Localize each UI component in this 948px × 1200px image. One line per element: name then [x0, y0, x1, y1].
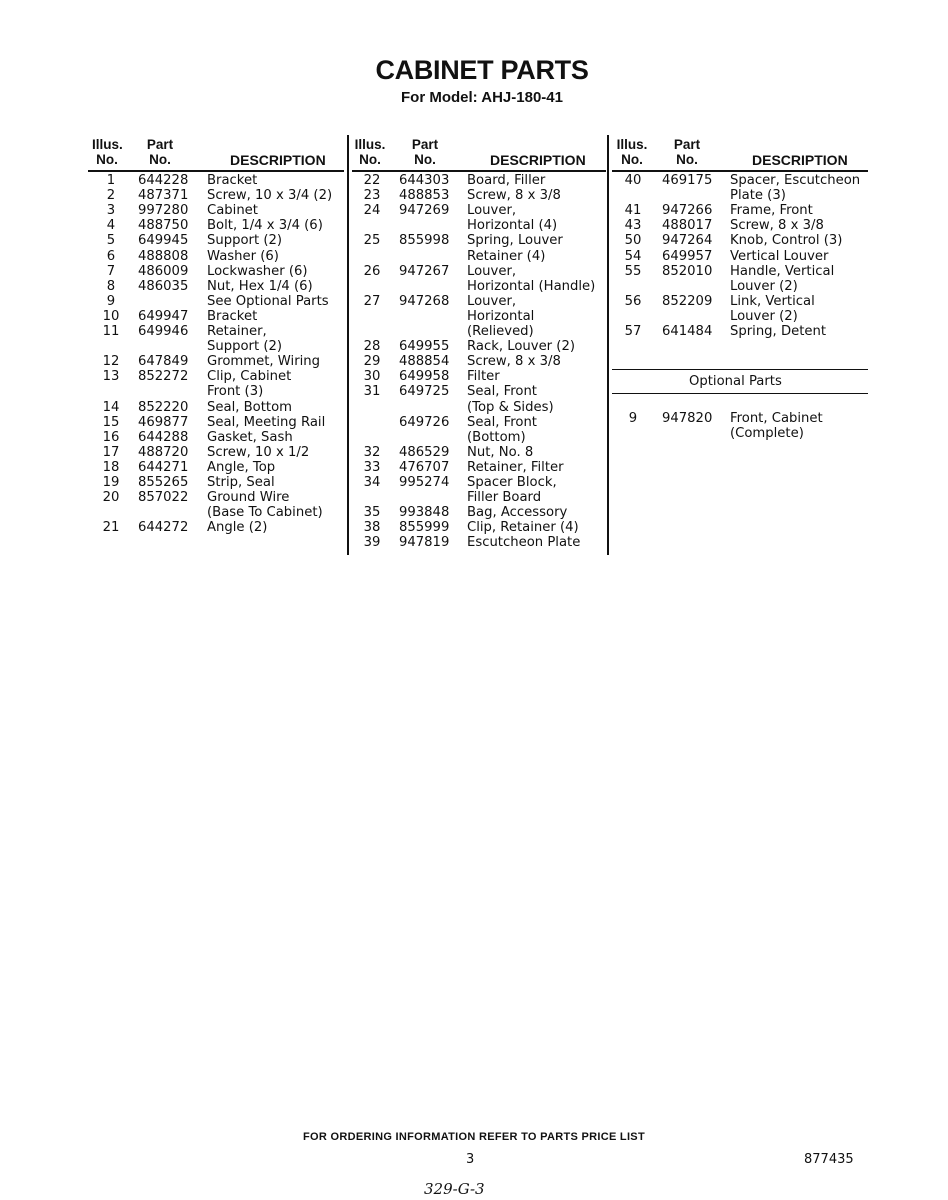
- illus-number: 18: [102, 459, 120, 475]
- part-number: 649957: [662, 248, 713, 264]
- illus-number: 29: [363, 354, 381, 370]
- illus-number: 17: [102, 444, 120, 460]
- part-number: 486529: [399, 444, 450, 460]
- part-number: 641484: [662, 324, 713, 339]
- part-number: 997280: [138, 203, 189, 219]
- part-number: 644303: [399, 173, 450, 188]
- illus-number: 10: [102, 308, 120, 324]
- part-description: Nut, No. 8: [467, 444, 534, 460]
- illus-number: 8: [106, 278, 116, 294]
- part-description: Washer (6): [207, 248, 279, 264]
- part-number: 487371: [138, 188, 189, 204]
- part-description: Screw, 10 x 1/2: [207, 444, 310, 460]
- illus-header-bottom: No.: [621, 152, 643, 167]
- part-description: Louver (2): [730, 278, 798, 294]
- description-header: DESCRIPTION: [752, 152, 848, 168]
- part-description: Bag, Accessory: [467, 505, 568, 521]
- part-description: Rack, Louver (2): [467, 339, 575, 355]
- illus-number: 33: [363, 459, 381, 475]
- part-description: Angle, Top: [207, 459, 276, 475]
- part-description: Louver,: [467, 203, 517, 219]
- part-description: Clip, Cabinet: [207, 369, 292, 385]
- part-description: (Relieved): [467, 324, 534, 339]
- part-description: Clip, Retainer (4): [467, 520, 579, 536]
- part-description: Seal, Front: [467, 384, 537, 400]
- illus-number: 7: [106, 263, 116, 279]
- part-description: Louver,: [467, 263, 517, 279]
- header-divider: [352, 170, 606, 172]
- part-description: Screw, 8 x 3/8: [467, 188, 561, 204]
- part-number: 488808: [138, 248, 189, 264]
- part-number: 855265: [138, 475, 189, 490]
- part-description: Louver (2): [730, 308, 798, 324]
- illus-number: 3: [106, 203, 116, 219]
- part-number: 488750: [138, 218, 189, 234]
- part-header-bottom: No.: [149, 152, 171, 167]
- illus-number: 5: [106, 233, 116, 249]
- illus-number: 26: [363, 263, 381, 279]
- part-number: 947264: [662, 233, 713, 249]
- illus-number: 24: [363, 203, 381, 219]
- part-number: 649947: [138, 308, 189, 324]
- part-number: 993848: [399, 505, 450, 521]
- part-number: 649726: [399, 414, 450, 430]
- illus-number: 40: [624, 173, 642, 188]
- part-header-top: Part: [673, 137, 701, 152]
- part-description: Vertical Louver: [730, 248, 829, 264]
- part-description: Angle (2): [207, 520, 268, 536]
- illus-number: 21: [102, 520, 120, 536]
- part-description: Support (2): [207, 339, 283, 355]
- part-description: Escutcheon Plate: [467, 535, 581, 551]
- part-description: See Optional Parts: [207, 293, 329, 309]
- illus-number: 43: [624, 218, 642, 234]
- part-number: 649958: [399, 369, 450, 385]
- illus-number: 15: [102, 414, 120, 430]
- illus-number: 34: [363, 475, 381, 490]
- illus-number: 54: [624, 248, 642, 264]
- part-description: Spacer Block,: [467, 475, 557, 490]
- illus-number: 28: [363, 339, 381, 355]
- illus-number: 11: [102, 324, 120, 339]
- document-number: 877435: [804, 1152, 854, 1167]
- part-description: Filler Board: [467, 490, 542, 506]
- part-description: (Top & Sides): [467, 399, 554, 415]
- part-number: 852220: [138, 399, 189, 415]
- header-divider: [612, 170, 868, 172]
- illus-number: 35: [363, 505, 381, 521]
- part-number: 486035: [138, 278, 189, 294]
- part-number: 644288: [138, 429, 189, 445]
- part-description: Horizontal (4): [467, 218, 558, 234]
- part-description: Spring, Detent: [730, 324, 827, 339]
- part-description: Plate (3): [730, 188, 786, 204]
- part-description: Spacer, Escutcheon: [730, 173, 861, 188]
- part-number: 855999: [399, 520, 450, 536]
- page-number: 3: [466, 1152, 475, 1167]
- part-number: 488720: [138, 444, 189, 460]
- part-description: Grommet, Wiring: [207, 354, 321, 370]
- illus-number: 39: [363, 535, 381, 551]
- part-description: Bracket: [207, 308, 258, 324]
- illus-number: 27: [363, 293, 381, 309]
- part-description: Frame, Front: [730, 203, 813, 219]
- part-description: Filter: [467, 369, 500, 385]
- optional-parts-label: Optional Parts: [689, 374, 782, 389]
- part-description: (Complete): [730, 426, 804, 442]
- part-description: Cabinet: [207, 203, 258, 219]
- part-number: 476707: [399, 459, 450, 475]
- illus-number: 19: [102, 475, 120, 490]
- part-number: 649955: [399, 339, 450, 355]
- part-number: 649946: [138, 324, 189, 339]
- part-number: 649725: [399, 384, 450, 400]
- illus-number: 4: [106, 218, 116, 234]
- part-header-top: Part: [411, 137, 439, 152]
- illus-number: 31: [363, 384, 381, 400]
- part-number: 488017: [662, 218, 713, 234]
- part-number: 852010: [662, 263, 713, 279]
- part-number: 995274: [399, 475, 450, 490]
- column-separator: [607, 135, 609, 555]
- part-description: Seal, Front: [467, 414, 537, 430]
- part-number: 649945: [138, 233, 189, 249]
- part-description: Bracket: [207, 173, 258, 188]
- illus-number: 20: [102, 490, 120, 506]
- part-description: Louver,: [467, 293, 517, 309]
- part-header-top: Part: [146, 137, 174, 152]
- illus-number: 14: [102, 399, 120, 415]
- part-number: 947267: [399, 263, 450, 279]
- illus-number: 57: [624, 324, 642, 339]
- part-number: 855998: [399, 233, 450, 249]
- part-description: Horizontal: [467, 308, 535, 324]
- part-description: Spring, Louver: [467, 233, 563, 249]
- part-description: Front, Cabinet: [730, 411, 823, 426]
- part-description: (Base To Cabinet): [207, 505, 323, 521]
- part-number: 857022: [138, 490, 189, 506]
- handwritten-note: 329-G-3: [424, 1180, 485, 1198]
- part-description: Screw, 10 x 3/4 (2): [207, 188, 333, 204]
- part-number: 644272: [138, 520, 189, 536]
- part-description: Retainer,: [207, 324, 267, 339]
- part-description: Ground Wire: [207, 490, 290, 506]
- illus-header-bottom: No.: [359, 152, 381, 167]
- ordering-note: FOR ORDERING INFORMATION REFER TO PARTS PRICE LIST: [303, 1131, 645, 1143]
- part-description: Screw, 8 x 3/8: [730, 218, 824, 234]
- part-description: Bolt, 1/4 x 3/4 (6): [207, 218, 323, 234]
- part-description: (Bottom): [467, 429, 526, 445]
- part-description: Link, Vertical: [730, 293, 815, 309]
- illus-number: 30: [363, 369, 381, 385]
- illus-number: 2: [106, 188, 116, 204]
- illus-number: 13: [102, 369, 120, 385]
- part-number: 947820: [662, 411, 713, 426]
- part-number: 947819: [399, 535, 450, 551]
- part-number: 947266: [662, 203, 713, 219]
- part-description: Horizontal (Handle): [467, 278, 596, 294]
- part-number: 947269: [399, 203, 450, 219]
- part-description: Front (3): [207, 384, 264, 400]
- illus-number: 22: [363, 173, 381, 188]
- model-subtitle: For Model: AHJ-180-41: [401, 89, 563, 106]
- description-header: DESCRIPTION: [490, 152, 586, 168]
- part-number: 947268: [399, 293, 450, 309]
- illus-number: 9: [106, 293, 116, 309]
- part-description: Gasket, Sash: [207, 429, 293, 445]
- illus-header-bottom: No.: [96, 152, 118, 167]
- illus-number: 32: [363, 444, 381, 460]
- part-description: Lockwasher (6): [207, 263, 308, 279]
- illus-number: 1: [106, 173, 116, 188]
- part-number: 647849: [138, 354, 189, 370]
- part-number: 469877: [138, 414, 189, 430]
- description-header: DESCRIPTION: [230, 152, 326, 168]
- part-number: 469175: [662, 173, 713, 188]
- illus-number: 9: [628, 411, 638, 426]
- illus-header-top: Illus.: [354, 137, 386, 152]
- illus-header-top: Illus.: [92, 137, 123, 152]
- illus-number: 56: [624, 293, 642, 309]
- part-header-bottom: No.: [414, 152, 436, 167]
- part-description: Retainer (4): [467, 248, 546, 264]
- part-description: Retainer, Filter: [467, 459, 564, 475]
- illus-number: 50: [624, 233, 642, 249]
- illus-number: 55: [624, 263, 642, 279]
- part-header-bottom: No.: [676, 152, 698, 167]
- part-description: Knob, Control (3): [730, 233, 843, 249]
- illus-number: 16: [102, 429, 120, 445]
- part-description: Seal, Meeting Rail: [207, 414, 326, 430]
- part-description: Board, Filler: [467, 173, 546, 188]
- optional-rule-top: [612, 369, 868, 370]
- part-number: 486009: [138, 263, 189, 279]
- illus-number: 41: [624, 203, 642, 219]
- part-number: 488853: [399, 188, 450, 204]
- column-separator: [347, 135, 349, 555]
- part-number: 852272: [138, 369, 189, 385]
- part-number: 852209: [662, 293, 713, 309]
- part-description: Support (2): [207, 233, 283, 249]
- illus-number: 12: [102, 354, 120, 370]
- part-description: Strip, Seal: [207, 475, 275, 490]
- illus-header-top: Illus.: [616, 137, 648, 152]
- illus-number: 23: [363, 188, 381, 204]
- part-description: Nut, Hex 1/4 (6): [207, 278, 313, 294]
- part-number: 488854: [399, 354, 450, 370]
- part-description: Screw, 8 x 3/8: [467, 354, 561, 370]
- page-title: CABINET PARTS: [375, 55, 589, 85]
- illus-number: 38: [363, 520, 381, 536]
- part-description: Seal, Bottom: [207, 399, 292, 415]
- part-number: 644271: [138, 459, 189, 475]
- header-divider: [88, 170, 344, 172]
- illus-number: 6: [106, 248, 116, 264]
- optional-rule-bottom: [612, 393, 868, 394]
- illus-number: 25: [363, 233, 381, 249]
- part-description: Handle, Vertical: [730, 263, 835, 279]
- part-number: 644228: [138, 173, 189, 188]
